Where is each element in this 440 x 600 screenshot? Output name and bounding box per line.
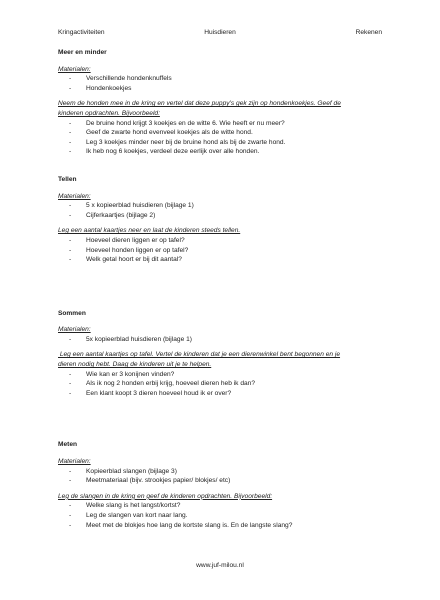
task-list: [58, 370, 388, 399]
task-item-text: Een klant koopt 3 dieren hoeveel houd ik er over?: [86, 389, 232, 397]
section-title: Meten: [58, 441, 78, 449]
dash-bullet: -: [69, 335, 72, 343]
section-title: Sommen: [58, 309, 86, 317]
dash-bullet: -: [69, 521, 72, 529]
page-footer: www.juf-milou.nl: [196, 562, 244, 569]
materials-item: [58, 467, 388, 477]
instruction-line: Leg de slangen in de kring en geef de kinderen opdrachten. Bijvoorbeeld:: [58, 492, 273, 500]
section-instructions: [58, 99, 388, 118]
header-center: Huisdieren: [204, 29, 236, 36]
section: [58, 309, 388, 399]
materials-item-text: Verschillende hondenknuffels: [86, 75, 172, 83]
task-item-text: Geef de zwarte hond evenveel koekjes als de witte hond.: [86, 129, 253, 137]
instruction-line: kinderen opdrachten. Bijvoorbeeld:: [58, 109, 160, 117]
materials-item-text: 5 x kopieerblad huisdieren (bijlage 1): [86, 202, 194, 210]
materials-item-text: Meetmateriaal (bijv. strookjes papier/ blokjes/ etc): [86, 477, 231, 485]
dash-bullet: -: [69, 477, 72, 485]
materials-item-text: Hondenkoekjes: [86, 84, 132, 92]
section-instructions: [58, 492, 388, 502]
dash-bullet: -: [69, 380, 72, 388]
dash-bullet: -: [69, 119, 72, 127]
task-item: [58, 119, 388, 129]
instruction-line: Neem de honden mee in de kring en vertel dat deze puppy’s gek zijn op hondenkoekjes. Geef de: [58, 100, 341, 108]
task-item-text: Wie kan er 3 konijnen vinden?: [86, 370, 175, 378]
materials-item: [58, 335, 388, 345]
task-list: [58, 501, 388, 530]
task-item: [58, 389, 388, 399]
task-item: [58, 236, 388, 246]
task-list: [58, 236, 388, 265]
dash-bullet: -: [69, 246, 72, 254]
dash-bullet: -: [69, 211, 72, 219]
dash-bullet: -: [69, 84, 72, 92]
materials-item: [58, 201, 388, 211]
dash-bullet: -: [69, 389, 72, 397]
dash-bullet: -: [69, 467, 72, 475]
task-item-text: Leg 3 koekjes minder neer bij de bruine hond als bij de zwarte hond.: [86, 138, 286, 146]
instruction-line: dieren nodig hebt. Daag de kinderen uit je te helpen.: [58, 361, 212, 369]
materials-item: [58, 74, 388, 84]
section-title: Tellen: [58, 175, 77, 183]
task-item: [58, 511, 388, 521]
dash-bullet: -: [69, 75, 72, 83]
materials-list: [58, 74, 388, 93]
task-item-text: Leg de slangen van kort naar lang.: [86, 512, 188, 519]
task-item-text: Welk getal hoort er bij dit aantal?: [86, 256, 182, 264]
materials-list: [58, 335, 388, 345]
materials-list: [58, 201, 388, 220]
section: [58, 440, 388, 530]
task-item-text: Als ik nog 2 honden erbij krijg, hoeveel dieren heb ik dan?: [86, 380, 255, 388]
dash-bullet: -: [69, 202, 72, 210]
task-item: [58, 255, 388, 265]
page-header: [58, 28, 382, 38]
materials-item: [58, 84, 388, 94]
materials-label: Materialen:: [58, 65, 91, 73]
task-item: [58, 138, 388, 148]
section-instructions: [58, 350, 388, 369]
task-item-text: Meet met de blokjes hoe lang de kortste slang is. En de langste slang?: [86, 521, 293, 529]
dash-bullet: -: [69, 148, 72, 156]
materials-item-text: Cijferkaartjes (bijlage 2): [86, 211, 156, 219]
section: [58, 48, 388, 157]
task-item: [58, 501, 388, 511]
document-content: [58, 48, 388, 536]
section: [58, 175, 388, 265]
task-item-text: Ik heb nog 6 koekjes, verdeel deze eerlijk over alle honden.: [86, 148, 260, 156]
materials-item-text: 5x kopieerblad huisdieren (bijlage 1): [86, 335, 192, 343]
header-right: Rekenen: [355, 29, 382, 36]
materials-item: [58, 211, 388, 221]
materials-item: [58, 476, 388, 486]
task-item-text: Hoeveel honden liggen er op tafel?: [86, 246, 189, 254]
dash-bullet: -: [69, 256, 72, 264]
header-left: Kringactiviteiten: [58, 29, 105, 36]
task-item: [58, 521, 388, 531]
task-item-text: Hoeveel dieren liggen er op tafel?: [86, 236, 185, 244]
materials-label: Materialen:: [58, 458, 91, 466]
dash-bullet: -: [69, 138, 72, 146]
task-item: [58, 370, 388, 380]
task-item-text: De bruine hond krijgt 3 koekjes en de witte 6. Wie heeft er nu meer?: [86, 119, 285, 127]
task-item: [58, 147, 388, 157]
materials-item-text: Kopieerblad slangen (bijlage 3): [86, 467, 177, 475]
materials-label: Materialen:: [58, 326, 91, 334]
task-list: [58, 119, 388, 157]
materials-list: [58, 467, 388, 486]
section-instructions: [58, 226, 388, 236]
materials-label: Materialen:: [58, 192, 91, 200]
section-title: Meer en minder: [58, 49, 107, 56]
dash-bullet: -: [69, 512, 72, 519]
task-item-text: Welke slang is het langst/kortst?: [86, 502, 181, 510]
task-item: [58, 128, 388, 138]
dash-bullet: -: [69, 502, 72, 510]
dash-bullet: -: [69, 236, 72, 244]
dash-bullet: -: [69, 370, 72, 378]
task-item: [58, 246, 388, 256]
dash-bullet: -: [69, 129, 72, 137]
instruction-line: Leg een aantal kaartjes neer en laat de kinderen steeds tellen.: [58, 227, 241, 235]
task-item: [58, 379, 388, 389]
instruction-line: Leg een aantal kaartjes op tafel. Vertel de kinderen dat je een dierenwinkel bent begonnen en je: [58, 351, 341, 359]
